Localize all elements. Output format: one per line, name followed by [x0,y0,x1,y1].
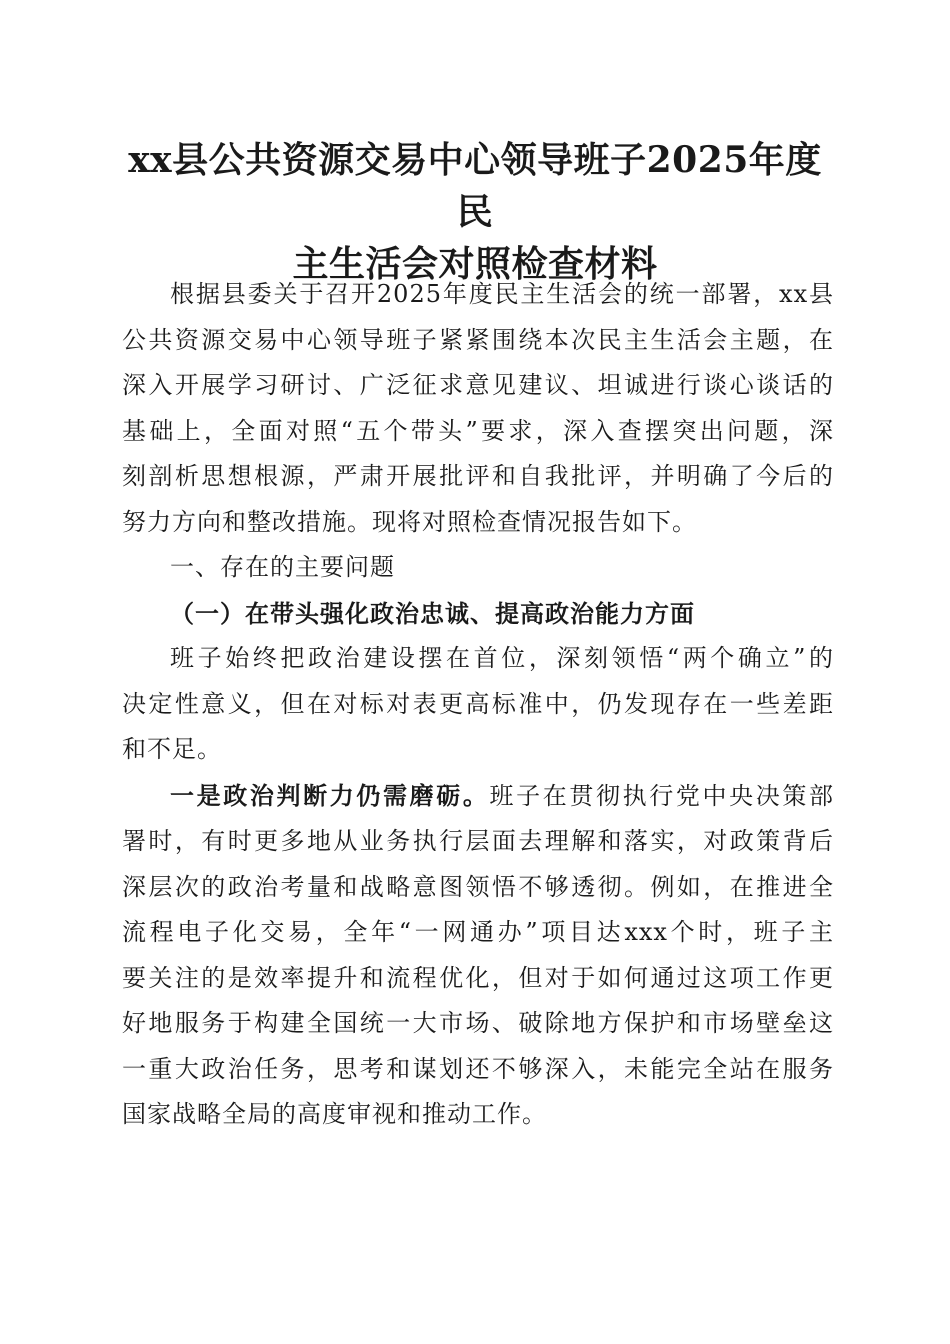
paragraph-line: 班子始终把政治建设摆在首位，深刻领悟“两个确立”的 [170,644,834,672]
paragraph-line: 国家战略全局的高度审视和推动工作。 [122,1100,547,1128]
intro-line: 刻剖析思想根源，严肃开展批评和自我批评，并明确了今后的 [122,462,834,490]
point-lead-rest: 班子在贯彻执行党中央决策部 [489,781,834,810]
paragraph-line: 深层次的政治考量和战略意图领悟不够透彻。例如，在推进全 [122,872,834,901]
title-line-2: 主生活会对照检查材料 [292,243,658,285]
paragraph-line: 署时，有时更多地从业务执行层面去理解和落实，对政策背后 [122,827,834,855]
paragraph-line: 决定性意义，但在对标对表更高标准中，仍发现存在一些差距 [122,689,834,718]
intro-line: 基础上，全面对照“五个带头”要求，深入查摆突出问题，深 [122,416,834,445]
subsection-heading: （一）在带头强化政治忠诚、提高政治能力方面 [170,598,695,628]
paragraph-line: 流程电子化交易，全年“一网通办”项目达xxx个时，班子主 [122,918,834,946]
paragraph-line: 一重大政治任务，思考和谋划还不够深入，未能完全站在服务 [122,1054,834,1083]
paragraph-line: 和不足。 [122,735,222,763]
paragraph-line: 要关注的是效率提升和流程优化，但对于如何通过这项工作更 [122,963,834,992]
document-title [110,134,840,290]
paragraph-line: 好地服务于构建全国统一大市场、破除地方保护和市场壁垒这 [122,1009,834,1037]
title-line-1: xx县公共资源交易中心领导班子2025年度民 [128,139,822,233]
paragraph-first-line [122,773,834,820]
political-judgment-paragraph [122,773,834,1138]
intro-line: 根据县委关于召开2025年度民主生活会的统一部署，xx县 [170,280,834,308]
intro-line: 深入开展学习研讨、广泛征求意见建议、坦诚进行谈心谈话的 [122,371,834,399]
intro-paragraph [122,272,834,545]
intro-line: 公共资源交易中心领导班子紧紧围绕本次民主生活会主题，在 [122,325,834,354]
document-body [122,272,834,1138]
political-building-paragraph [122,636,834,773]
intro-line: 努力方向和整改措施。现将对照检查情况报告如下。 [122,507,697,536]
section-heading: 一、存在的主要问题 [170,553,395,581]
point-lead: 一是政治判断力仍需磨砺。 [170,780,490,810]
